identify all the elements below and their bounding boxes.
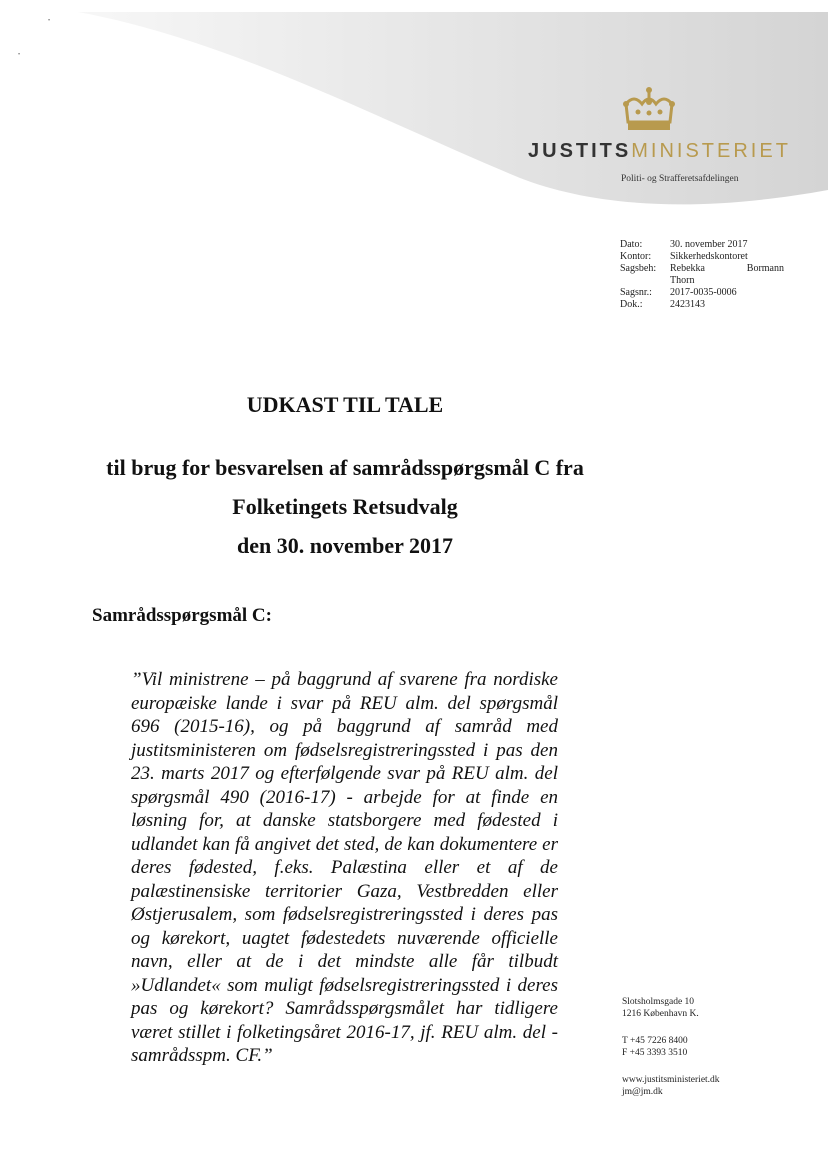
meta-kontor-value: Sikkerhedskontoret <box>670 251 748 262</box>
crown-icon <box>620 86 678 134</box>
document-title: UDKAST TIL TALE <box>246 392 444 417</box>
contact-fax: F +45 3393 3510 <box>622 1048 688 1058</box>
header-swoosh <box>0 0 828 220</box>
contact-phone: T +45 7226 8400 <box>622 1036 688 1046</box>
meta-sagsbeh-value-3: Thorn <box>670 275 695 286</box>
document-subtitle-line1: til brug for besvarelsen af samrådsspørgsmål C fra <box>106 455 584 480</box>
contact-email: jm@jm.dk <box>622 1087 663 1097</box>
meta-sagsnr-value: 2017-0035-0006 <box>670 287 737 298</box>
ministry-logo-bold: JUSTITS <box>528 140 632 162</box>
meta-sagsnr-label: Sagsnr.: <box>620 287 652 298</box>
contact-city: 1216 København K. <box>622 1009 699 1019</box>
scan-mark: • <box>48 18 51 24</box>
department-name: Politi- og Strafferetsafdelingen <box>621 174 739 184</box>
scan-mark: • <box>18 52 21 58</box>
meta-sagsbeh-value-2: Bormann <box>746 263 784 274</box>
meta-dok-value: 2423143 <box>670 299 705 310</box>
document-subtitle-line2: Folketingets Retsudvalg <box>232 494 458 519</box>
question-heading: Samrådsspørgsmål C: <box>92 605 272 626</box>
document-metadata <box>620 239 810 311</box>
ministry-logo-text <box>528 140 791 163</box>
question-text: ”Vil ministrene – på baggrund af svarene fra nordiske europæiske lande i svar på REU alm. del spørgsmål 696 (2015-16), og på baggrund af samråd med justitsministeren om fødselsregistreringssted i pas den 23. marts 2017 og efterfølgende svar på REU alm. del spørgsmål 490 (2016-17) - arbejde for at finde en løsning for, at danske statsborgere med fødested i udlandet kan få angivet det sted, de kan dokumentere er deres fødested, f.eks. Palæstina eller et af de palæstinensiske territorier Gaza, Vestbredden eller Østjerusalem, som fødselsregistreringssted i deres pas og kørekort, uagtet fødestedets nuværende officielle navn, eller at de i det mindste alle får tilbudt »Udlandet« som muligt fødselsregistreringssted i deres pas og kørekort? Samrådsspørgsmålet har tidligere været stillet i folketingsåret 2016-17, jf. REU alm. del - samrådsspm. CF.” <box>131 669 558 1066</box>
meta-dok-label: Dok.: <box>620 299 643 310</box>
meta-sagsbeh-value-1: Rebekka <box>670 263 705 274</box>
contact-street: Slotsholmsgade 10 <box>622 997 695 1007</box>
meta-kontor-label: Kontor: <box>620 251 652 262</box>
contact-web: www.justitsministeriet.dk <box>622 1075 720 1085</box>
meta-dato-value: 30. november 2017 <box>670 239 748 250</box>
document-subtitle-line3: den 30. november 2017 <box>237 533 453 558</box>
ministry-logo-light: MINISTERIET <box>631 140 791 162</box>
meta-sagsbeh-label: Sagsbeh: <box>620 263 657 274</box>
meta-dato-label: Dato: <box>620 239 643 250</box>
